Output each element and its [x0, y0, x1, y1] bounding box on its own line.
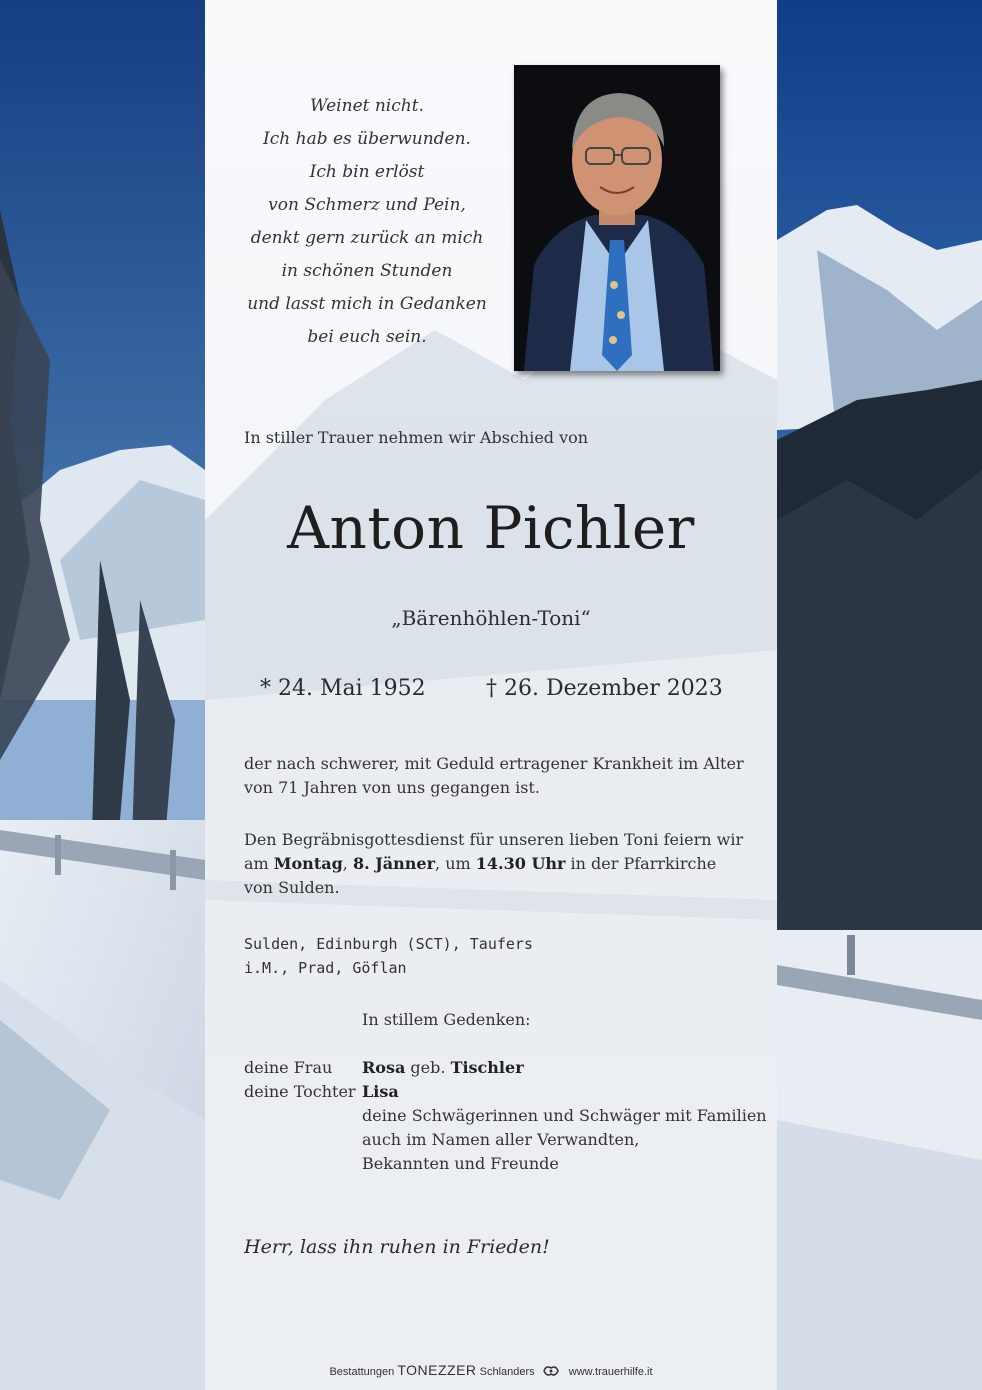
portrait-image	[514, 65, 720, 371]
funeral-paragraph	[244, 828, 744, 900]
death-date: † 26. Dezember 2023	[486, 676, 723, 701]
mourner-role: deine Tochter	[244, 1082, 356, 1101]
mourner-row	[244, 1080, 764, 1104]
footer-url: www.trauerhilfe.it	[568, 1366, 653, 1378]
poem-line: und lasst mich in Gedanken	[247, 294, 487, 314]
poem-line: Ich hab es überwunden.	[263, 129, 471, 149]
mourner-first-name: Rosa	[362, 1058, 406, 1077]
poem-line: Weinet nicht.	[310, 96, 424, 116]
footer-suffix: Schlanders	[479, 1366, 535, 1378]
closing-prayer: Herr, lass ihn ruhen in Frieden!	[244, 1236, 550, 1258]
deceased-name: Anton Pichler	[287, 494, 695, 562]
mourners-list	[244, 1056, 767, 1176]
funeral-time: 14.30 Uhr	[475, 854, 566, 873]
mourner-text: auch im Namen aller Verwandten,	[362, 1130, 640, 1149]
footer-brand: TONEZZER	[397, 1362, 477, 1378]
poem-line: Ich bin erlöst	[309, 162, 425, 182]
places: Sulden, Edinburgh (SCT), Taufers i.M., Prad, Göflan	[244, 935, 533, 977]
poem-line: in schönen Stunden	[281, 261, 453, 281]
mourner-name	[362, 1080, 399, 1104]
footer-prefix: Bestattungen	[329, 1366, 395, 1378]
funeral-text: Den Begräbnisgottesdienst für unseren lieben Toni feiern wir am	[244, 830, 744, 873]
background-landscape-right	[777, 0, 982, 1390]
footer	[205, 1362, 777, 1381]
mourner-row	[244, 1128, 764, 1152]
mourner-last-name: Tischler	[450, 1058, 524, 1077]
trauerhilfe-logo-icon	[542, 1364, 560, 1381]
mourner-row	[244, 1056, 764, 1080]
poem-line: bei euch sein.	[307, 327, 427, 347]
birth-date: * 24. Mai 1952	[260, 676, 426, 701]
nickname: „Bärenhöhlen-Toni“	[391, 606, 591, 630]
mourner-text: deine Schwägerinnen und Schwäger mit Familien	[362, 1106, 767, 1125]
funeral-text: in der Pfarrkirche von Sulden.	[244, 854, 717, 897]
mourner-name	[362, 1056, 524, 1080]
illness-paragraph: der nach schwerer, mit Geduld ertragener Krankheit im Alter von 71 Jahren von uns gegangen ist.	[244, 754, 744, 797]
poem-line: denkt gern zurück an mich	[250, 228, 484, 248]
mourner-row	[244, 1152, 764, 1176]
in-memory-heading: In stillem Gedenken:	[362, 1010, 531, 1029]
mourner-first-name: Lisa	[362, 1082, 399, 1101]
poem	[236, 90, 498, 354]
funeral-date: 8. Jänner	[352, 854, 436, 873]
portrait-photo	[514, 65, 720, 371]
funeral-day: Montag	[273, 854, 343, 873]
mourner-role: deine Frau	[244, 1058, 333, 1077]
funeral-text: ,	[342, 854, 353, 873]
mourner-text: geb.	[405, 1058, 451, 1077]
poem-line: von Schmerz und Pein,	[268, 195, 466, 215]
funeral-text: , um	[435, 854, 476, 873]
mourner-row	[244, 1104, 767, 1128]
intro-text: In stiller Trauer nehmen wir Abschied von	[244, 428, 589, 447]
mourner-text: Bekannten und Freunde	[362, 1154, 559, 1173]
background-landscape-left	[0, 0, 205, 1390]
